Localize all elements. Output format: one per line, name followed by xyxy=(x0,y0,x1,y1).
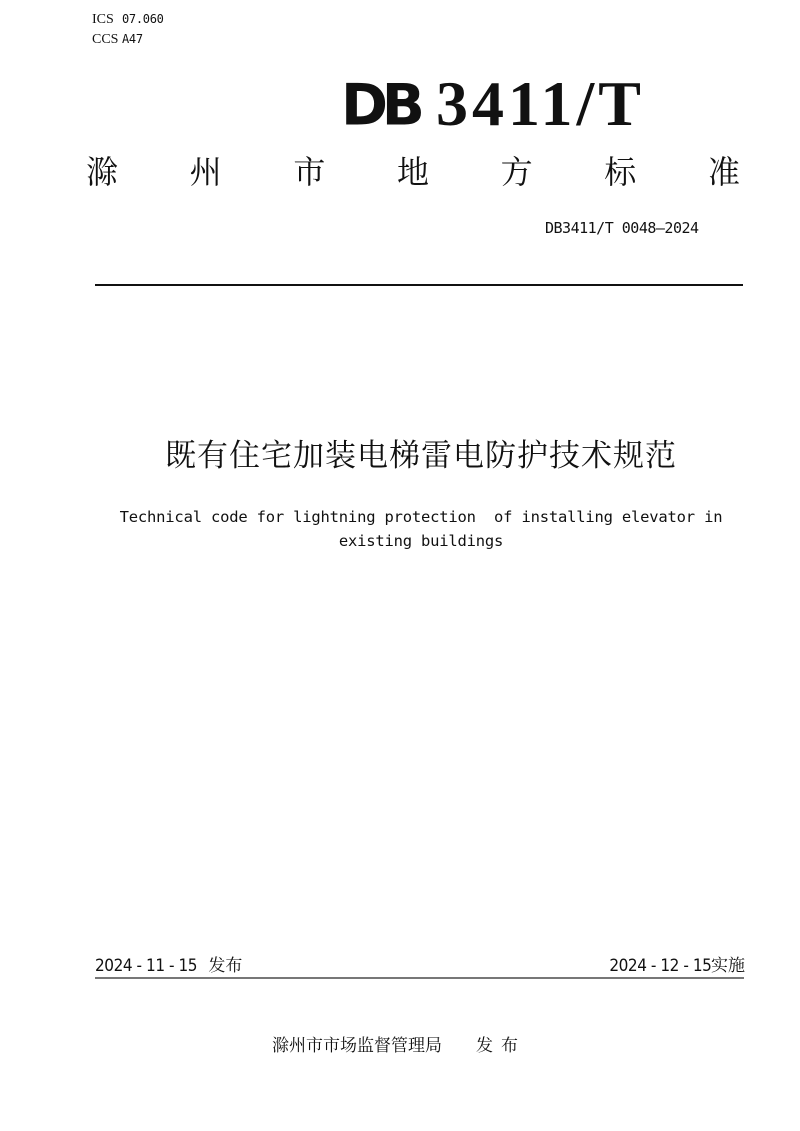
title-english xyxy=(0,505,800,553)
implement-label: 实施 xyxy=(711,956,745,976)
ccs-code xyxy=(92,31,143,48)
heading-char: 州 xyxy=(189,153,222,191)
date-row xyxy=(95,954,745,978)
heading-char: 滁 xyxy=(86,153,119,191)
local-standard-heading xyxy=(86,152,740,192)
issue-label: 发布 xyxy=(208,956,243,976)
publisher-action: 发布 xyxy=(476,1036,526,1056)
ics-value: 07.060 xyxy=(122,12,164,26)
heading-char: 准 xyxy=(707,153,740,191)
standard-mark xyxy=(341,68,645,139)
heading-char: 标 xyxy=(604,153,637,191)
bottom-divider xyxy=(95,977,744,979)
title-english-line: Technical code for lightning protection of installing elevator in xyxy=(119,508,723,526)
title-chinese: 既有住宅加装电梯雷电防护技术规范 xyxy=(165,438,677,474)
ics-code xyxy=(92,11,164,28)
heading-char: 市 xyxy=(293,153,326,191)
heading-char: 地 xyxy=(396,153,429,191)
db-prefix: DB xyxy=(341,72,419,139)
publisher-name: 滁州市市场监督管理局 xyxy=(272,1036,442,1056)
top-divider xyxy=(95,284,743,286)
ccs-value: A47 xyxy=(122,32,143,46)
issue-date-group xyxy=(95,954,242,978)
db-code: 3411/T xyxy=(436,68,645,139)
implement-date-group xyxy=(598,954,745,978)
standard-number: DB3411/T 0048—2024 xyxy=(545,219,699,237)
issue-date: 2024 - 11 - 15 xyxy=(95,956,198,976)
implement-date: 2024 - 12 - 15 xyxy=(608,956,711,976)
publisher xyxy=(272,1034,526,1058)
title-english-line: existing buildings xyxy=(338,532,504,550)
ccs-label: CCS xyxy=(92,32,119,47)
ics-label: ICS xyxy=(92,12,114,27)
heading-char: 方 xyxy=(500,153,533,191)
